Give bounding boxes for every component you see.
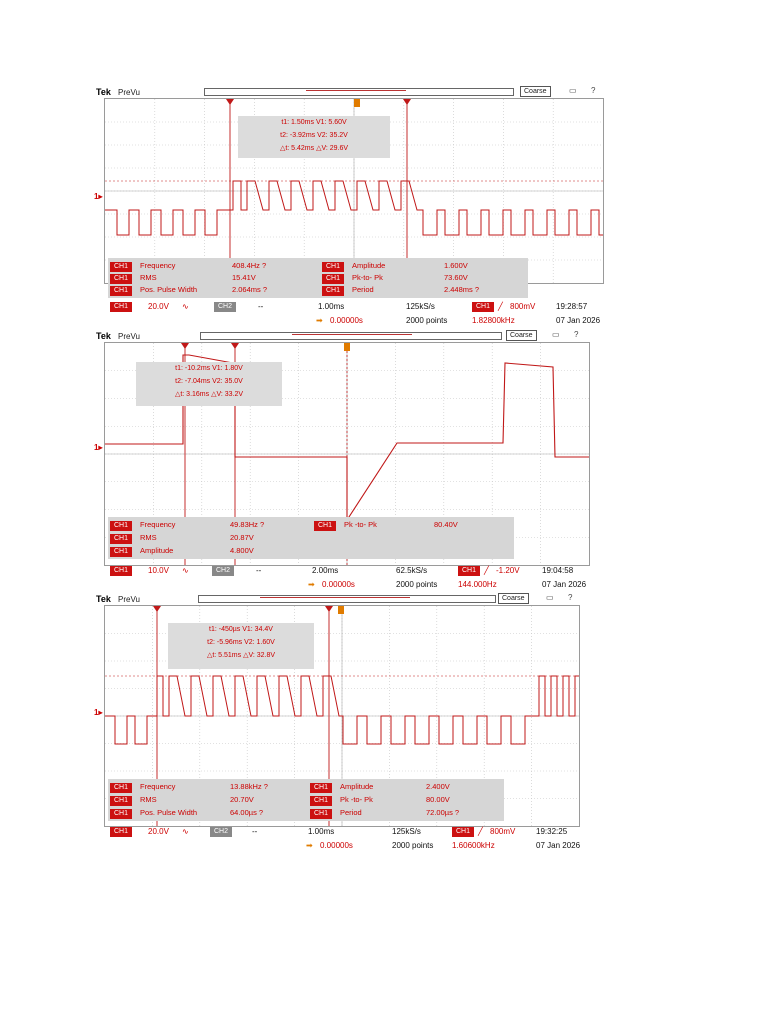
ch2-button[interactable]: CH2 (214, 302, 236, 312)
ground-marker-icon: 1▸ (94, 708, 103, 717)
ch2-button[interactable]: CH2 (212, 566, 234, 576)
clock-time: 19:28:57 (556, 302, 588, 311)
cursor-t2: t2: -7.04ms V2: 35.0V (175, 378, 243, 385)
measurement-label: Pk-to- Pk (352, 273, 383, 282)
cursor-1-marker-icon (226, 99, 234, 105)
measurement-row (322, 284, 480, 295)
cursor-t1: t1: -10.2ms V1: 1.80V (175, 365, 243, 372)
measurement-label: Period (340, 808, 362, 817)
measurement-label: RMS (140, 795, 157, 804)
measurement-row (310, 794, 450, 805)
cursor-2-marker-icon (325, 606, 333, 612)
ch2-value: -- (252, 827, 258, 836)
cursor-readout (238, 116, 390, 158)
measurement-label: Amplitude (140, 546, 174, 555)
measurement-value: 80.00V (426, 795, 450, 804)
ch1-button[interactable]: CH1 (110, 566, 132, 576)
measurement-label: RMS (140, 533, 157, 542)
menu-icon[interactable]: ▭ (569, 86, 577, 95)
channel-tag: CH1 (310, 809, 332, 819)
help-icon[interactable]: ? (574, 330, 579, 339)
cursor-2-marker-icon (403, 99, 411, 105)
measurement-value: 73.60V (444, 273, 468, 282)
status-bar (110, 302, 610, 330)
status-bar (110, 827, 610, 855)
ch1-scale: 20.0V (148, 302, 169, 311)
help-icon[interactable]: ? (591, 86, 596, 95)
brand-logo: Tek (96, 331, 111, 341)
channel-tag: CH1 (110, 262, 132, 272)
measurement-label: Pos. Pulse Width (140, 808, 198, 817)
orange-arrow-icon: ➡ (306, 841, 313, 850)
record-view-window (260, 597, 410, 598)
horizontal-offset: 0.00000s (320, 841, 353, 850)
trigger-level: 800mV (490, 827, 516, 836)
mode-label: PreVu (118, 595, 140, 604)
measurement-value: 2.448ms ? (444, 285, 480, 294)
measurement-panel (108, 258, 528, 298)
cursor-1-marker-icon (153, 606, 161, 612)
brand-logo: Tek (96, 87, 111, 97)
record-view-window (306, 90, 406, 91)
channel-tag: CH1 (322, 274, 344, 284)
measurement-value: 49.83Hz ? (230, 520, 265, 529)
channel-tag: CH1 (110, 521, 132, 531)
cursor-readout (168, 623, 314, 669)
measurement-row (110, 781, 268, 792)
sample-rate: 62.5kS/s (396, 566, 428, 575)
ch1-scale: 10.0V (148, 566, 169, 575)
measurement-row (110, 272, 256, 283)
measurement-value: 15.41V (232, 273, 256, 282)
scope-capture-1 (96, 86, 608, 330)
channel-tag: CH1 (110, 274, 132, 284)
coupling-icon: ∿ (182, 302, 189, 311)
timebase: 2.00ms (312, 566, 339, 575)
channel-tag: CH1 (110, 783, 132, 793)
timebase: 1.00ms (318, 302, 345, 311)
channel-tag: CH1 (310, 783, 332, 793)
measurement-panel (108, 779, 504, 821)
measurement-row (110, 532, 254, 543)
measurement-value: 408.4Hz ? (232, 261, 267, 270)
measurement-label: Amplitude (340, 782, 374, 791)
ground-marker-icon: 1▸ (94, 192, 103, 201)
measurement-panel (108, 517, 514, 559)
measurement-row (310, 781, 450, 792)
trigger-position-icon (338, 606, 344, 614)
date: 07 Jan 2026 (536, 841, 581, 850)
trigger-position-icon (344, 343, 350, 351)
trigger-channel-tag[interactable]: CH1 (458, 566, 480, 576)
channel-tag: CH1 (110, 286, 132, 296)
measurement-value: 64.00µs ? (230, 808, 264, 817)
trigger-position-icon (354, 99, 360, 107)
trigger-channel-tag[interactable]: CH1 (452, 827, 474, 837)
measurement-label: RMS (140, 273, 157, 282)
channel-tag: CH1 (322, 262, 344, 272)
menu-icon[interactable]: ▭ (546, 593, 554, 602)
coupling-icon: ∿ (182, 827, 189, 836)
measurement-label: Frequency (140, 520, 176, 529)
trigger-frequency: 144.000Hz (458, 580, 497, 589)
measurement-row (110, 519, 265, 530)
measurement-value: 13.88kHz ? (230, 782, 268, 791)
help-icon[interactable]: ? (568, 593, 573, 602)
ch1-button[interactable]: CH1 (110, 827, 132, 837)
measurement-value: 2.400V (426, 782, 450, 791)
channel-tag: CH1 (110, 547, 132, 557)
measurement-row (322, 260, 468, 271)
orange-arrow-icon: ➡ (316, 316, 323, 325)
menu-icon[interactable]: ▭ (552, 330, 560, 339)
cursor-t1: t1: -450µs V1: 34.4V (209, 626, 273, 633)
coarse-button[interactable]: Coarse (498, 593, 529, 604)
measurement-row (310, 807, 460, 818)
measurement-label: Frequency (140, 261, 176, 270)
clock-time: 19:32:25 (536, 827, 568, 836)
channel-tag: CH1 (110, 809, 132, 819)
measurement-label: Period (352, 285, 374, 294)
cursor-t2: t2: -3.92ms V2: 35.2V (280, 132, 348, 139)
ch2-value: -- (256, 566, 262, 575)
measurement-row (110, 284, 268, 295)
channel-tag: CH1 (110, 796, 132, 806)
date: 07 Jan 2026 (556, 316, 601, 325)
measurement-row (322, 272, 468, 283)
measurement-label: Pk -to- Pk (340, 795, 373, 804)
cursor-readout (136, 362, 282, 406)
ch2-button[interactable]: CH2 (210, 827, 232, 837)
measurement-value: 72.00µs ? (426, 808, 460, 817)
measurement-value: 20.87V (230, 533, 254, 542)
measurement-value: 2.064ms ? (232, 285, 268, 294)
scope-capture-2 (96, 330, 608, 592)
timebase: 1.00ms (308, 827, 335, 836)
measurement-label: Pk -to- Pk (344, 520, 377, 529)
coarse-button[interactable]: Coarse (506, 330, 537, 341)
measurement-row (110, 260, 267, 271)
cursor-1-marker-icon (181, 343, 189, 349)
record-length: 2000 points (392, 841, 434, 850)
cursor-t2: t2: -5.96ms V2: 1.60V (207, 639, 275, 646)
measurement-row (110, 545, 254, 556)
horizontal-offset: 0.00000s (330, 316, 363, 325)
scope-capture-3 (96, 593, 608, 858)
measurement-row (110, 794, 254, 805)
cursor-delta: △t: 5.51ms △V: 32.8V (206, 652, 276, 659)
channel-tag: CH1 (110, 534, 132, 544)
measurement-value: 4.800V (230, 546, 254, 555)
ground-marker-icon: 1▸ (94, 443, 103, 452)
ch2-value: -- (258, 302, 264, 311)
status-bar (110, 566, 610, 594)
horizontal-offset: 0.00000s (322, 580, 355, 589)
trigger-level: -1.20V (496, 566, 520, 575)
cursor-t1: t1: 1.50ms V1: 5.60V (281, 119, 347, 126)
trigger-channel-tag[interactable]: CH1 (472, 302, 494, 312)
coupling-icon: ∿ (182, 566, 189, 575)
measurement-row (314, 519, 458, 530)
rising-edge-icon: ╱ (478, 827, 483, 836)
date: 07 Jan 2026 (542, 580, 587, 589)
ch1-button[interactable]: CH1 (110, 302, 132, 312)
measurement-value: 1.600V (444, 261, 468, 270)
mode-label: PreVu (118, 332, 140, 341)
orange-arrow-icon: ➡ (308, 580, 315, 589)
measurement-value: 80.40V (434, 520, 458, 529)
brand-logo: Tek (96, 594, 111, 604)
trigger-frequency: 1.82800kHz (472, 316, 515, 325)
cursor-delta: △t: 5.42ms △V: 29.6V (279, 145, 349, 152)
sample-rate: 125kS/s (392, 827, 421, 836)
measurement-row (110, 807, 264, 818)
trigger-level: 800mV (510, 302, 536, 311)
rising-edge-icon: ╱ (498, 302, 503, 311)
measurement-label: Amplitude (352, 261, 386, 270)
sample-rate: 125kS/s (406, 302, 435, 311)
measurement-value: 20.70V (230, 795, 254, 804)
channel-tag: CH1 (314, 521, 336, 531)
coarse-button[interactable]: Coarse (520, 86, 551, 97)
record-view-window (292, 334, 412, 335)
record-length: 2000 points (396, 580, 438, 589)
rising-edge-icon: ╱ (484, 566, 489, 575)
measurement-label: Frequency (140, 782, 176, 791)
measurement-label: Pos. Pulse Width (140, 285, 198, 294)
mode-label: PreVu (118, 88, 140, 97)
ch1-scale: 20.0V (148, 827, 169, 836)
clock-time: 19:04:58 (542, 566, 574, 575)
trigger-frequency: 1.60600kHz (452, 841, 495, 850)
channel-tag: CH1 (322, 286, 344, 296)
cursor-delta: △t: 3.16ms △V: 33.2V (174, 391, 244, 398)
cursor-2-marker-icon (231, 343, 239, 349)
channel-tag: CH1 (310, 796, 332, 806)
record-length: 2000 points (406, 316, 448, 325)
